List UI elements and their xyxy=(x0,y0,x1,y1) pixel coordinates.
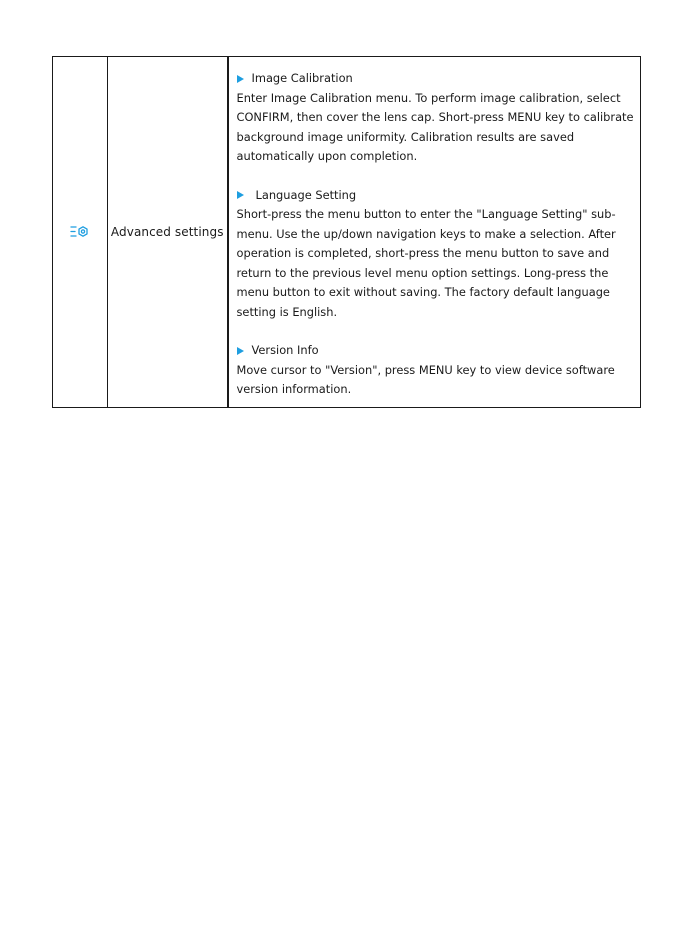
table-row xyxy=(53,57,641,408)
play-triangle-icon xyxy=(237,347,244,355)
section-body: Short-press the menu button to enter the "Language Setting" sub-menu. Use the up/down navigation keys to make a selection. After operation is completed, short-press the menu button to save and return to the previous level menu option settings. Long-press the menu button to exit without saving. The factory default language setting is English. xyxy=(236,207,616,319)
setting-description-cell xyxy=(228,57,641,408)
section-body: Enter Image Calibration menu. To perform image calibration, select CONFIRM, then cover the lens cap. Short-press MENU key to calibrate background image uniformity. Calibration results are saved automatically upon completion. xyxy=(236,90,634,163)
play-triangle-icon xyxy=(237,75,244,83)
advanced-settings-icon xyxy=(53,225,107,239)
section-body: Move cursor to "Version", press MENU key to view device software version information. xyxy=(236,362,615,396)
section-language-setting xyxy=(237,186,637,323)
icon-cell xyxy=(53,57,108,408)
section-image-calibration xyxy=(237,69,637,167)
setting-name: Advanced settings xyxy=(110,224,224,239)
section-title: Language Setting xyxy=(255,187,357,202)
play-triangle-icon xyxy=(237,191,244,199)
settings-table xyxy=(52,56,641,408)
section-title: Version Info xyxy=(251,343,319,357)
section-title: Image Calibration xyxy=(251,71,353,85)
setting-name-cell xyxy=(108,57,228,408)
section-version-info xyxy=(237,341,637,400)
